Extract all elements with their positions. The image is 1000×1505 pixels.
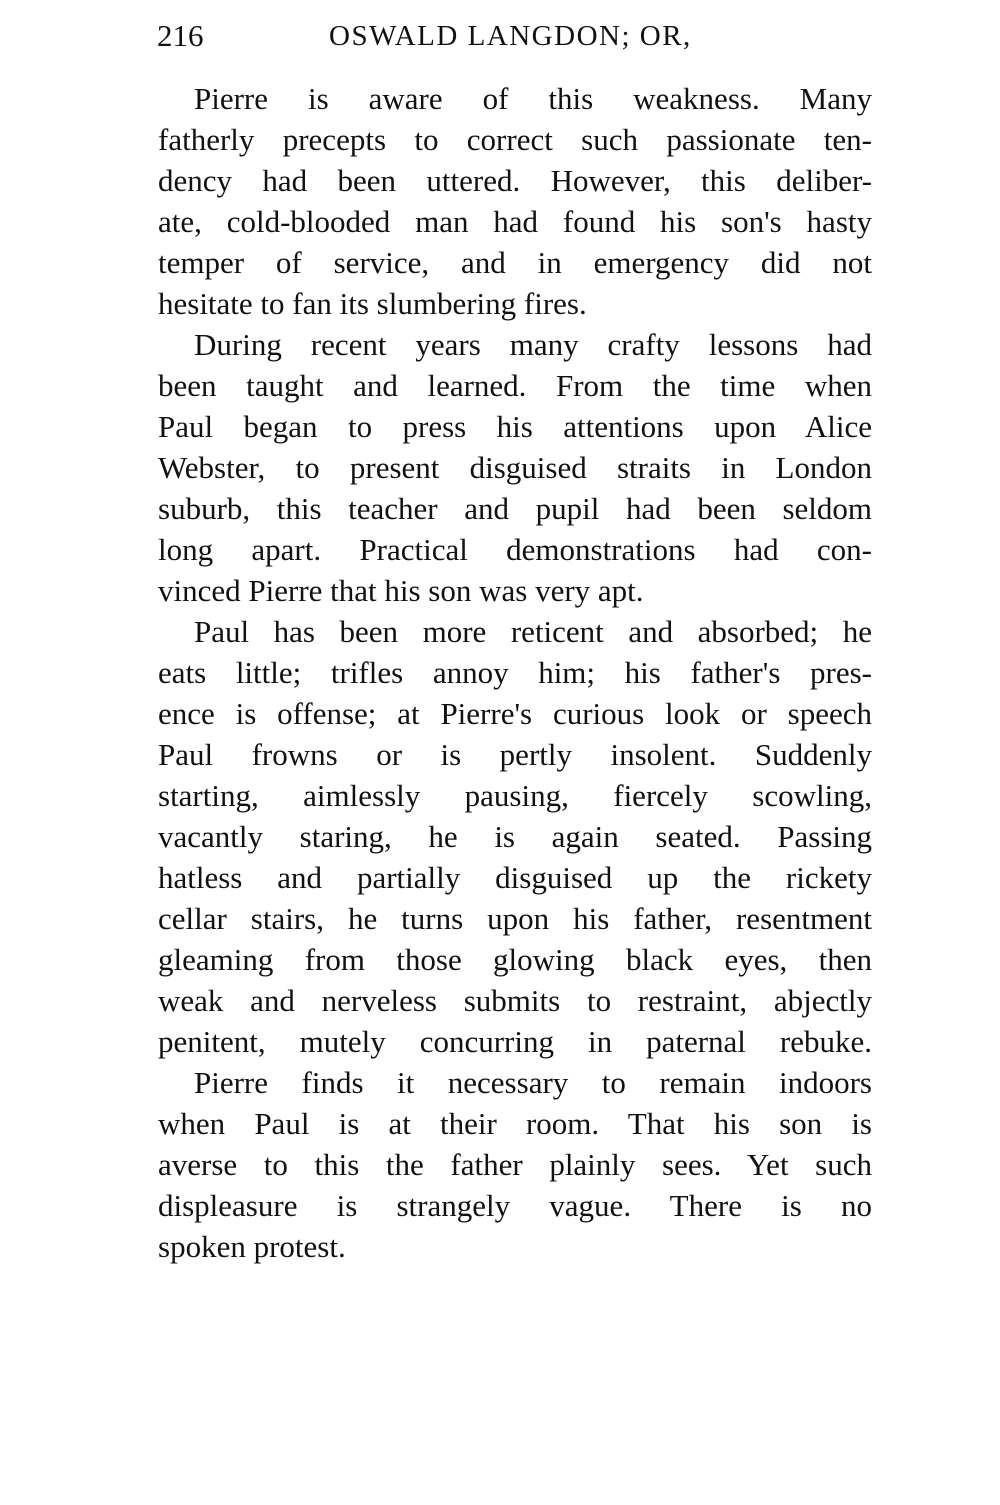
text-line: Webster, to present disguised straits in London bbox=[158, 450, 872, 485]
page-number: 216 bbox=[157, 18, 204, 53]
text-line: During recent years many crafty lessons had bbox=[194, 327, 872, 362]
text-line: ence is offense; at Pierre's curious look or speech bbox=[158, 696, 872, 731]
text-line: averse to this the father plainly sees. Yet such bbox=[158, 1147, 872, 1182]
text-line: fatherly precepts to correct such passionate ten- bbox=[158, 122, 872, 157]
text-line: hesitate to fan its slumbering fires. bbox=[158, 286, 587, 321]
text-line: been taught and learned. From the time when bbox=[158, 368, 872, 403]
paragraph bbox=[158, 1062, 872, 1267]
text-line: Paul frowns or is pertly insolent. Suddenly bbox=[158, 737, 872, 772]
text-line: suburb, this teacher and pupil had been seldom bbox=[158, 491, 872, 526]
text-line: when Paul is at their room. That his son is bbox=[158, 1106, 872, 1141]
text-line: vinced Pierre that his son was very apt. bbox=[158, 573, 644, 608]
text-line: hatless and partially disguised up the rickety bbox=[158, 860, 872, 895]
text-line: dency had been uttered. However, this deliber- bbox=[158, 163, 872, 198]
text-line: penitent, mutely concurring in paternal rebuke. bbox=[158, 1024, 872, 1059]
body-text bbox=[158, 78, 872, 1267]
running-head: OSWALD LANGDON; OR, bbox=[329, 20, 692, 52]
text-line: spoken protest. bbox=[158, 1229, 346, 1264]
text-line: Pierre finds it necessary to remain indoors bbox=[194, 1065, 872, 1100]
page-header bbox=[157, 14, 873, 58]
text-line: cellar stairs, he turns upon his father, resentment bbox=[158, 901, 872, 936]
text-line: eats little; trifles annoy him; his father's pres- bbox=[158, 655, 872, 690]
paragraph bbox=[158, 611, 872, 1062]
paragraph bbox=[158, 78, 872, 324]
text-line: gleaming from those glowing black eyes, then bbox=[158, 942, 872, 977]
text-line: Paul has been more reticent and absorbed; he bbox=[194, 614, 872, 649]
text-line: starting, aimlessly pausing, fiercely scowling, bbox=[158, 778, 872, 813]
text-line: vacantly staring, he is again seated. Passing bbox=[158, 819, 872, 854]
text-line: Pierre is aware of this weakness. Many bbox=[194, 81, 872, 116]
text-line: temper of service, and in emergency did not bbox=[158, 245, 872, 280]
text-line: displeasure is strangely vague. There is no bbox=[158, 1188, 872, 1223]
text-line: ate, cold-blooded man had found his son's hasty bbox=[158, 204, 872, 239]
text-line: weak and nerveless submits to restraint, abjectly bbox=[158, 983, 872, 1018]
text-line: long apart. Practical demonstrations had con- bbox=[158, 532, 872, 567]
text-line: Paul began to press his attentions upon Alice bbox=[158, 409, 872, 444]
paragraph bbox=[158, 324, 872, 611]
